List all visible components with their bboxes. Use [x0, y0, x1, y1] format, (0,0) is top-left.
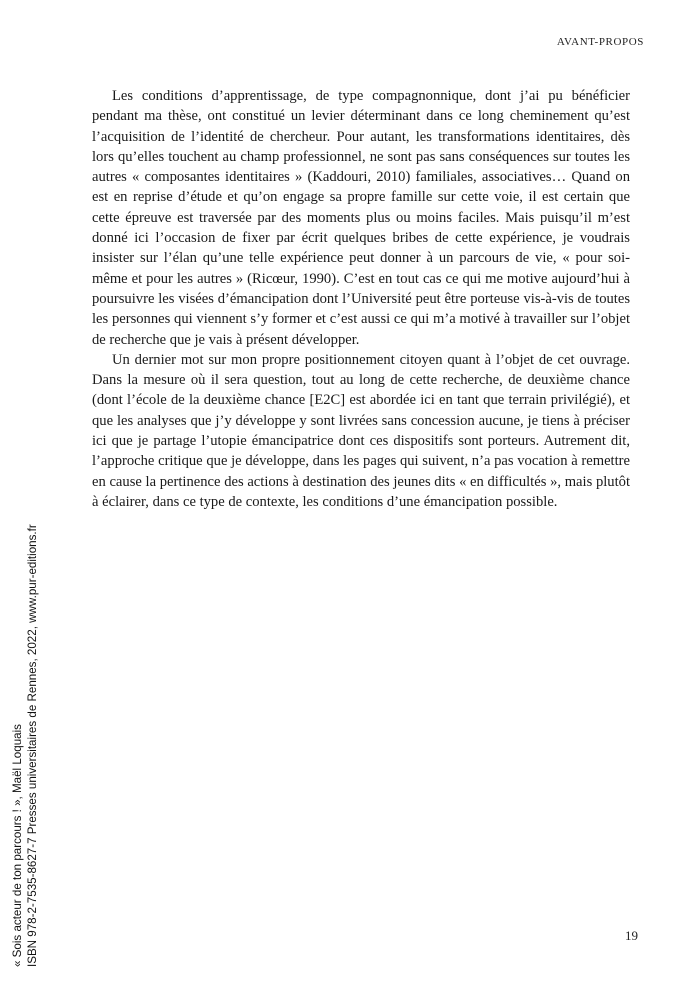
page-number: 19 [625, 928, 638, 943]
side-credit-line-1: « Sois acteur de ton parcours ! », Maël Loquais [11, 724, 24, 967]
paragraph-1: Les conditions d’apprentissage, de type compagnonnique, dont j’ai pu bénéficier pendant ma thèse, ont constitué un levier déterminant dans ce long cheminement qu’est l’acquisition de l’identité de chercheur. Pour autant, les transformations identitaires, dès lors qu’elles touchent au champ professionnel, ne sont pas sans conséquences sur toutes les autres « composantes identitaires » (Kaddouri, 2010) familiales, associatives… Quand on est en reprise d’étude et qu’on engage sa propre famille sur cette voie, il est certain que cette épreuve est traversée par des moments plus ou moins faciles. Mais puisqu’il m’est donné ici l’occasion de fixer par écrit quelques bribes de cette expérience, je voudrais insister sur l’élan qu’une telle expérience peut donner à un parcours de vie, « pour soi-même et pour les autres » (Ricœur, 1990). C’est en tout cas ce qui me motive aujourd’hui à poursuivre les visées d’émancipation dont l’Université peut être porteuse vis-à-vis de toutes les personnes qui viennent s’y former et c’est aussi ce qui m’a motivé à travailler sur l’objet de recherche que je vais à présent développer. [92, 88, 630, 348]
paragraph-2: Un dernier mot sur mon propre positionnement citoyen quant à l’objet de cet ouvrage. Dans la mesure où il sera question, tout au long de cette recherche, de deuxième chance (dont l’école de la deuxième chance [E2C] est abordée ici en tant que terrain privilégié), et que les analyses que j’y développe y sont livrées sans concession aucune, je tiens à préciser ici que je partage l’utopie émancipatrice dont ces dispositifs sont porteurs. Autrement dit, l’approche critique que je développe, dans les pages qui suivent, n’a pas vocation à remettre en cause la pertinence des actions à destination des jeunes dits « en difficultés », mais plutôt à éclairer, dans ce type de contexte, les conditions d’une émancipation possible. [92, 351, 630, 510]
body-text [92, 86, 630, 512]
running-head: AVANT-PROPOS [556, 36, 644, 48]
side-credit-line-2: ISBN 978-2-7535-8627-7 Presses universitaires de Rennes, 2022, www.pur-editions.fr [25, 524, 39, 967]
